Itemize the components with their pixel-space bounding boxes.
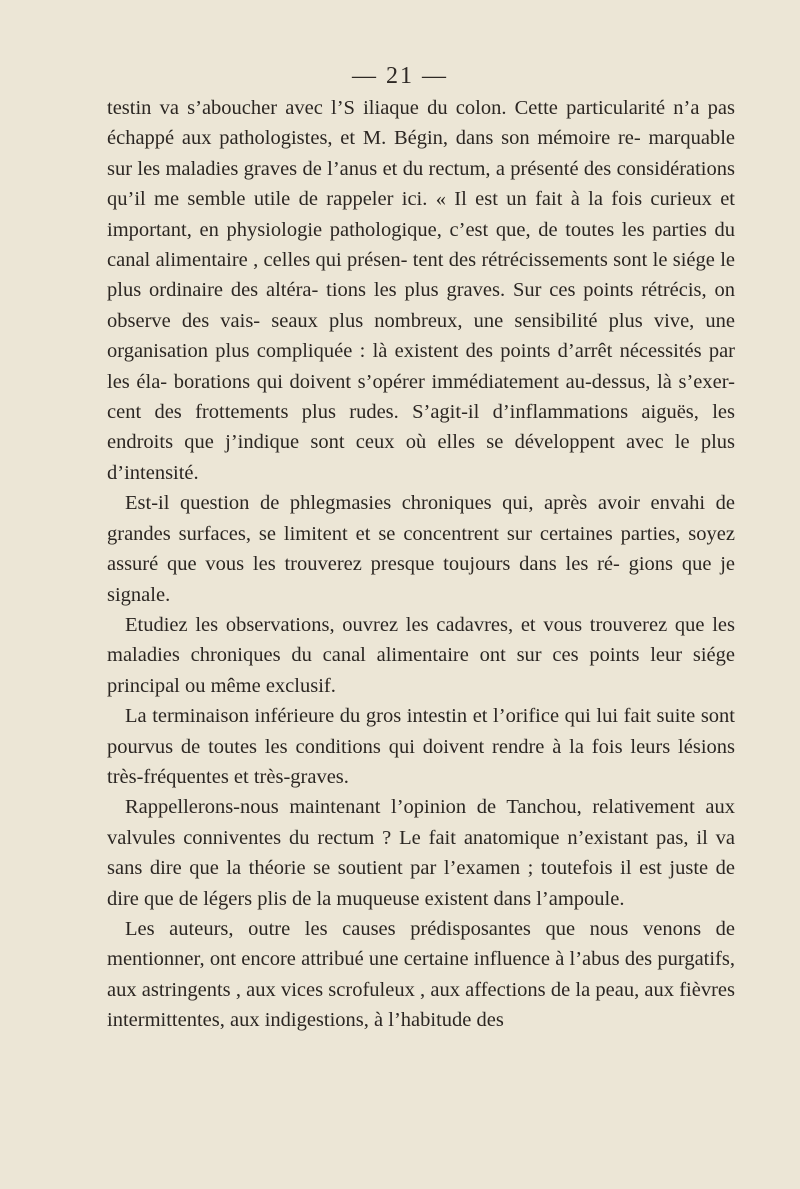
body-text [107, 93, 735, 1036]
page-number: — 21 — [352, 63, 448, 89]
paragraph: Etudiez les observations, ouvrez les cadavres, et vous trouverez que les maladies chroniques du canal alimentaire ont sur ces points leur siége principal ou même exclusif. [107, 613, 735, 697]
paragraph: Les auteurs, outre les causes prédisposantes que nous venons de mentionner, ont encore attribué une certaine influence à l’abus des purgatifs, aux astringents , aux vices scrofuleux , aux affections de la peau, aux fièvres intermittentes, aux indigestions, à l’habitude des [107, 917, 735, 1032]
paragraph: Est-il question de phlegmasies chroniques qui, après avoir envahi de grandes surfaces, se limitent et se concentrent sur certaines parties, soyez assuré que vous les trouverez presque toujours dans les ré- gions que je signale. [107, 492, 735, 606]
paragraph: Rappellerons-nous maintenant l’opinion de Tanchou, relativement aux valvules conniventes du rectum ? Le fait anatomique n’existant pas, il va sans dire que la théorie se soutient par l’examen ; toutefois il est juste de dire que de légers plis de la muqueuse existent dans l’ampoule. [107, 796, 735, 910]
paragraph: testin va s’aboucher avec l’S iliaque du colon. Cette particularité n’a pas échappé aux pathologistes, et M. Bégin, dans son mémoire re- marquable sur les maladies graves de l’anus et du rectum, a présenté des considérations qu’il me semble utile de rappeler ici. « Il est un fait à la fois curieux et important, en physiologie pathologique, c’est que, de toutes les parties du canal alimentaire , celles qui présen- tent des rétrécissements sont le siége le plus ordinaire des altéra- tions les plus graves. Sur ces points rétrécis, on observe des vais- seaux plus nombreux, une sensibilité plus vive, une organisation plus compliquée : là existent des points d’arrêt nécessités par les éla- borations qui doivent s’opérer immédiatement au-dessus, là s’exer- cent des frottements plus rudes. S’agit-il d’inflammations aiguës, les endroits que j’indique sont ceux où elles se développent avec le plus d’intensité. [107, 97, 735, 484]
paragraph: La terminaison inférieure du gros intestin et l’orifice qui lui fait suite sont pourvus de toutes les conditions qui doivent rendre à la fois leurs lésions très-fréquentes et très-graves. [107, 705, 735, 788]
